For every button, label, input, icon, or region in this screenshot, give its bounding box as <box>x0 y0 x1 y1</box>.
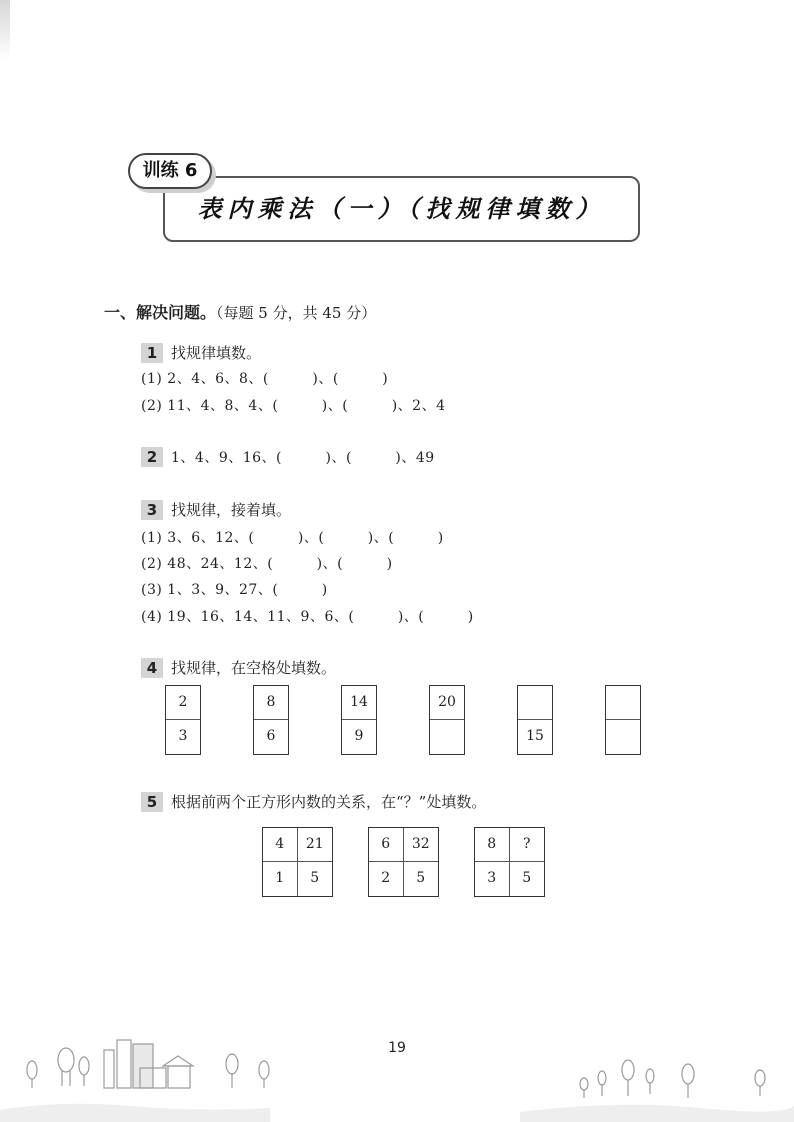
box-bottom-blank[interactable] <box>430 720 464 754</box>
q3-line-1: (1) 3、6、12、( )、( )、( ) <box>141 530 444 546</box>
number-box <box>429 685 465 755</box>
square-cell: 32 <box>404 828 439 862</box>
tree-icon <box>580 1078 588 1098</box>
building-icon <box>104 1040 193 1088</box>
square-cell: 2 <box>369 862 404 896</box>
question-number: 5 <box>141 792 163 812</box>
box-top-value: 2 <box>166 686 200 720</box>
footer-decoration <box>0 1020 794 1122</box>
lesson-tag: 训练 6 <box>128 153 212 189</box>
q1-line-1: (1) 2、4、6、8、( )、( ) <box>141 371 389 387</box>
q3-line-4: (4) 19、16、14、11、9、6、( )、( ) <box>141 609 474 625</box>
q3-line-3: (3) 1、3、9、27、( ) <box>141 582 328 598</box>
question-prompt: 找规律填数。 <box>171 344 262 362</box>
page-title: 表内乘法（一）（找规律填数） <box>197 195 606 223</box>
tree-icon <box>226 1054 238 1088</box>
q1-line-2: (2) 11、4、8、4、( )、( )、2、4 <box>141 398 446 414</box>
question-text: 1、4、9、16、( )、( )、49 <box>171 450 435 466</box>
question-number: 2 <box>141 447 163 467</box>
page-edge-shadow <box>0 0 10 60</box>
box-bottom-blank[interactable] <box>606 720 640 754</box>
square-cell: 6 <box>369 828 404 862</box>
number-box <box>253 685 289 755</box>
square-cell: 3 <box>475 862 510 896</box>
page-number: 19 <box>388 1040 406 1056</box>
square-cell: 21 <box>298 828 333 862</box>
tree-icon <box>259 1061 269 1088</box>
tree-icon <box>598 1071 606 1096</box>
number-square <box>262 827 333 897</box>
question-prompt: 根据前两个正方形内数的关系，在“？”处填数。 <box>171 793 487 811</box>
tree-icon <box>682 1064 694 1098</box>
square-cell: 5 <box>522 870 532 886</box>
section-heading <box>104 300 376 323</box>
section-label: 一、解决问题。 <box>104 303 217 322</box>
question-prompt: 找规律，在空格处填数。 <box>171 659 337 677</box>
tree-icon <box>79 1057 89 1086</box>
number-box <box>341 685 377 755</box>
box-bottom-value: 15 <box>526 728 544 744</box>
number-box <box>605 685 641 755</box>
number-box <box>517 685 553 755</box>
tree-icon <box>58 1048 74 1086</box>
q3-line-2: (2) 48、24、12、( )、( ) <box>141 556 393 572</box>
question-3 <box>141 499 291 520</box>
box-bottom-value: 3 <box>178 728 188 744</box>
question-5 <box>141 791 486 812</box>
square-cell-question[interactable]: ? <box>510 828 545 862</box>
box-top-blank[interactable] <box>606 686 640 720</box>
box-top-blank[interactable] <box>518 686 552 720</box>
question-number: 4 <box>141 658 163 678</box>
tree-icon <box>646 1069 654 1094</box>
tree-icon <box>27 1061 37 1088</box>
square-cell: 4 <box>263 828 298 862</box>
question-number: 3 <box>141 500 163 520</box>
number-square <box>474 827 545 897</box>
number-box <box>165 685 201 755</box>
tree-icon <box>755 1070 765 1096</box>
box-top-value: 14 <box>342 686 376 720</box>
question-4 <box>141 657 336 678</box>
section-note: （每题 5 分，共 45 分） <box>216 304 377 322</box>
square-cell: 5 <box>416 870 426 886</box>
box-top-value: 20 <box>430 686 464 720</box>
question-number: 1 <box>141 343 163 363</box>
square-cell: 5 <box>310 870 320 886</box>
box-bottom-value: 6 <box>266 728 276 744</box>
square-cell: 1 <box>263 862 298 896</box>
box-top-value: 8 <box>254 686 288 720</box>
box-bottom-value: 9 <box>354 728 364 744</box>
square-cell: 8 <box>475 828 510 862</box>
number-square <box>368 827 439 897</box>
tree-icon <box>622 1060 634 1096</box>
question-prompt: 找规律，接着填。 <box>171 501 292 519</box>
question-2 <box>141 447 435 467</box>
question-1 <box>141 342 261 363</box>
